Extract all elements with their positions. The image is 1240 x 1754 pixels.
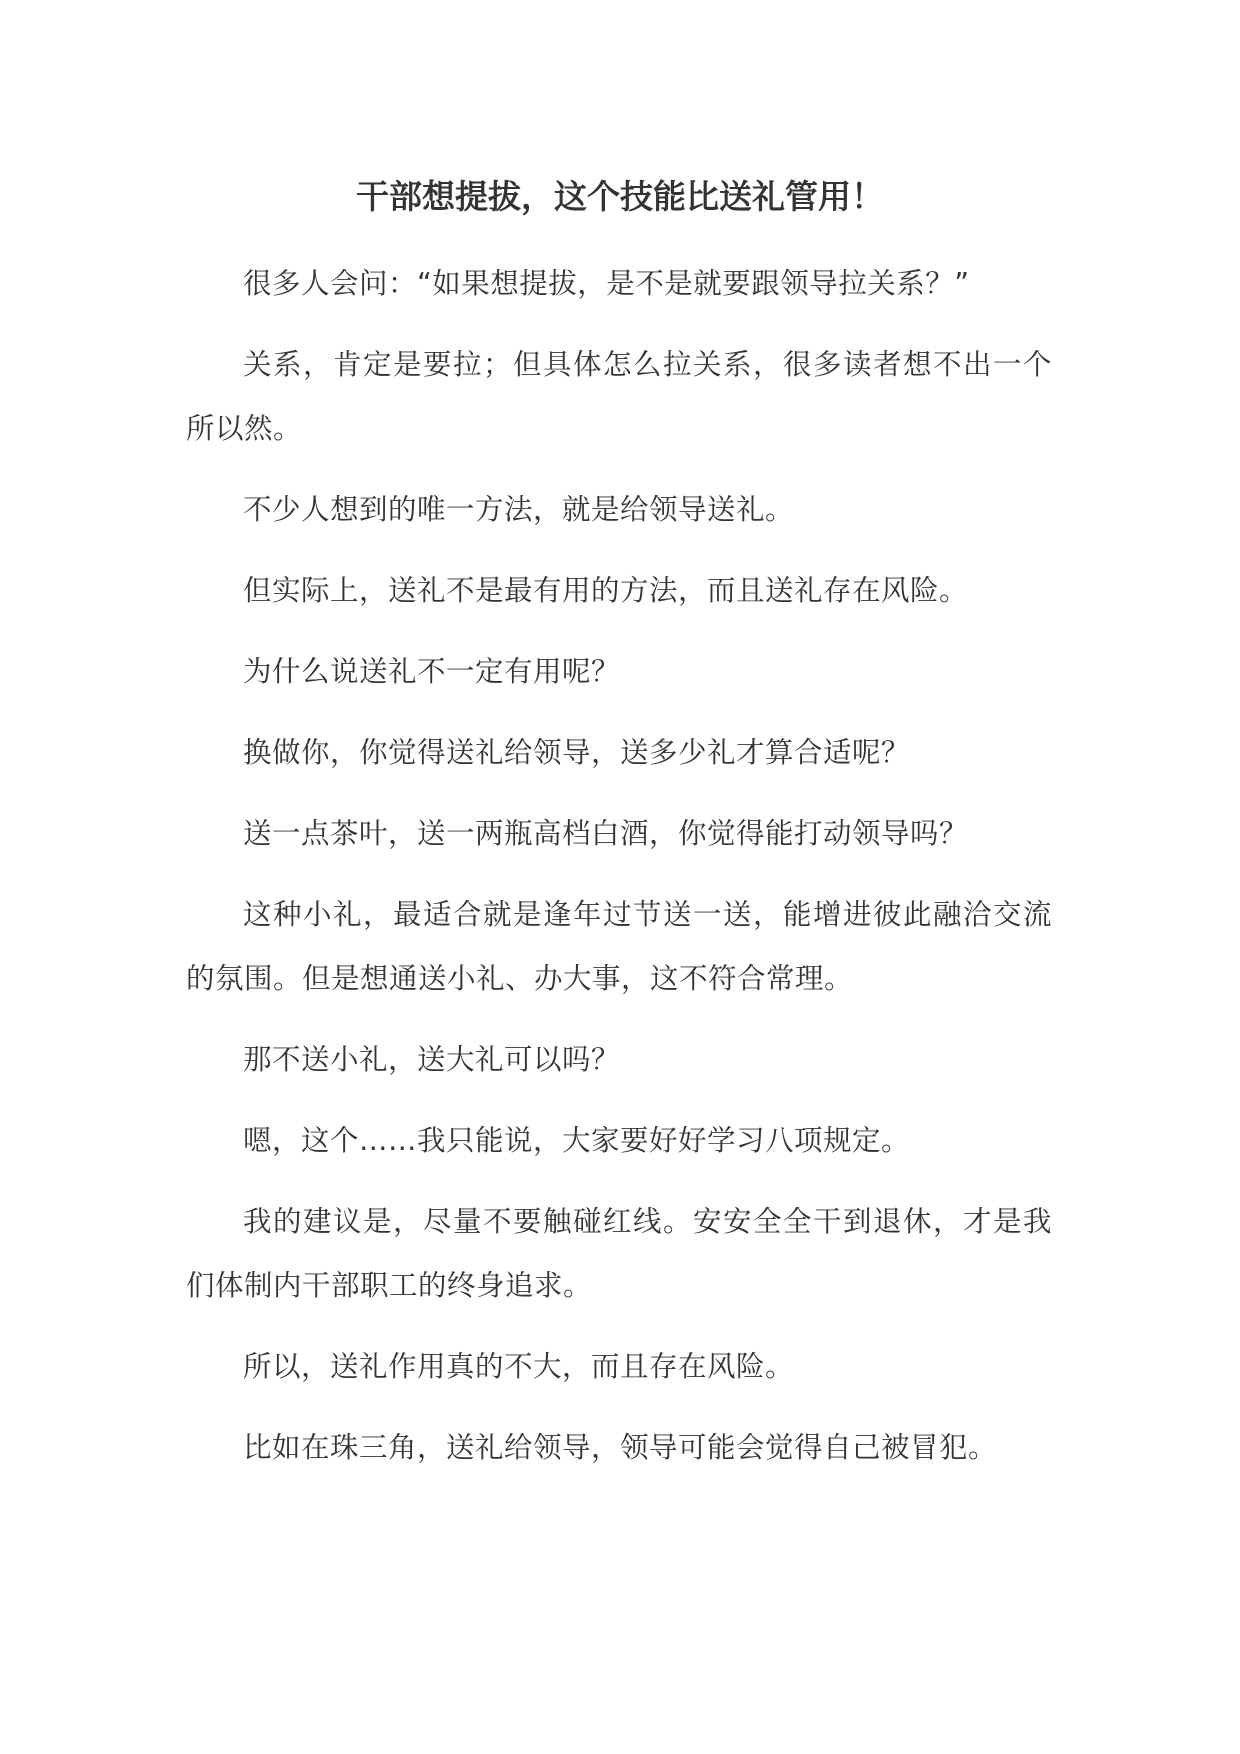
paragraph: 很多人会问：“如果想提拔，是不是就要跟领导拉关系？” [243,267,970,300]
paragraph: 所以，送礼作用真的不大，而且存在风险。 [243,1350,795,1383]
paragraph: 关系，肯定是要拉；但具体怎么拉关系，很多读者想不出一个所以然。 [186,348,1052,445]
paragraph: 那不送小礼，送大礼可以吗？ [243,1043,621,1076]
document-body [186,252,1052,1497]
paragraph: 为什么说送礼不一定有用呢？ [243,655,621,688]
paragraph: 换做你，你觉得送礼给领导，送多少礼才算合适呢？ [243,736,911,769]
paragraph: 不少人想到的唯一方法，就是给领导送礼。 [243,493,795,526]
paragraph: 比如在珠三角，送礼给领导，领导可能会觉得自己被冒犯。 [243,1431,998,1464]
document-title: 干部想提拔，这个技能比送礼管用！ [356,177,884,216]
paragraph: 但实际上，送礼不是最有用的方法，而且送礼存在风险。 [243,574,969,607]
paragraph: 这种小礼，最适合就是逢年过节送一送，能增进彼此融洽交流的氛围。但是想通送小礼、办大事，这不符合常理。 [186,898,1052,995]
paragraph: 嗯，这个……我只能说，大家要好好学习八项规定。 [243,1124,911,1157]
paragraph: 我的建议是，尽量不要触碰红线。安安全全干到退休，才是我们体制内干部职工的终身追求。 [186,1205,1052,1302]
paragraph: 送一点茶叶，送一两瓶高档白酒，你觉得能打动领导吗？ [243,817,969,850]
